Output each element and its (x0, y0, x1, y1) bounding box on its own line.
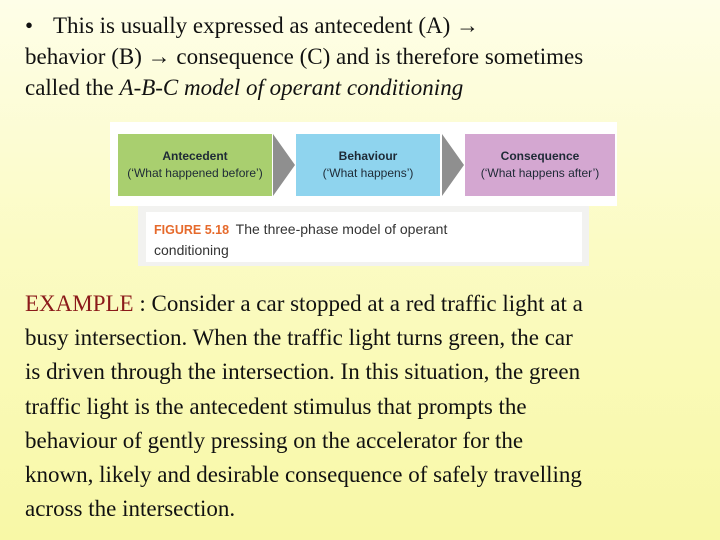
caption-line-1: The three-phase model of operant (235, 221, 448, 237)
example-paragraph (25, 287, 717, 526)
bullet-line-3-prefix: called the (25, 75, 120, 100)
figure-caption (138, 206, 589, 266)
chevron-right-icon (273, 134, 295, 196)
bullet-line-1 (25, 10, 715, 41)
phase-consequence-title: Consequence (500, 149, 580, 163)
phase-consequence-subtitle: (‘What happens after’) (480, 166, 600, 180)
caption-line-2: conditioning (154, 242, 229, 258)
bullet-line-3 (25, 72, 715, 103)
caption-text (154, 219, 574, 260)
example-line-2: busy intersection. When the traffic light turns green, the car (25, 325, 573, 351)
abc-diagram (110, 122, 617, 206)
example-line-3: is driven through the intersection. In this situation, the green (25, 359, 581, 385)
example-line-1-text: : Consider a car stopped at a red traffic light at a (133, 291, 583, 316)
phase-behaviour-subtitle: (‘What happens’) (322, 166, 414, 180)
example-line-6: known, likely and desirable consequence of safely travelling (25, 462, 582, 488)
example-line-7: across the intersection. (25, 496, 236, 522)
example-line-5: behaviour of gently pressing on the accelerator for the (25, 427, 524, 453)
bullet-dot: • (25, 13, 34, 38)
phase-consequence (465, 134, 615, 196)
bullet-line-2: behavior (B) → consequence (C) and is therefore sometimes (25, 44, 584, 69)
example-label: EXAMPLE (25, 291, 134, 316)
bullet-paragraph (25, 10, 715, 103)
figure-label: FIGURE 5.18 (154, 223, 230, 237)
abc-model-term: A-B-C model of operant conditioning (119, 75, 464, 100)
phase-antecedent-title: Antecedent (162, 149, 228, 163)
phase-behaviour (296, 134, 440, 196)
chevron-right-icon (442, 134, 464, 196)
example-line-4: traffic light is the antecedent stimulus that prompts the (25, 393, 527, 419)
phase-behaviour-title: Behaviour (338, 149, 398, 163)
phase-antecedent-subtitle: (‘What happened before’) (127, 166, 263, 180)
bullet-text-1: This is usually expressed as antecedent (A) → (53, 13, 480, 38)
phase-antecedent (118, 134, 272, 196)
example-line-1 (25, 287, 717, 321)
